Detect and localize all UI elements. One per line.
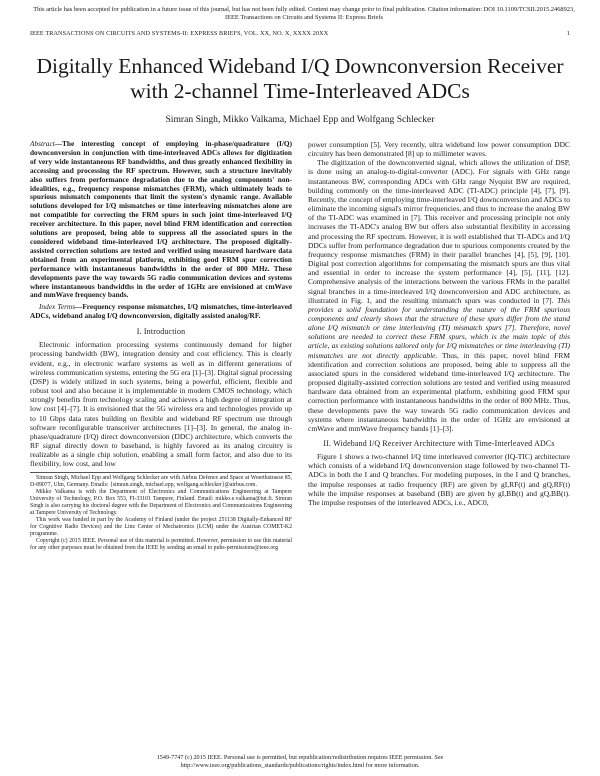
copyright-line: 1549-7747 (c) 2015 IEEE. Personal use is permitted, but republication/redistribution requires IEEE permission. See <box>156 754 444 761</box>
copyright-footer <box>30 754 570 769</box>
architecture-paragraph: Figure 1 shows a two-channel I/Q time interleaved converter (IQ-TIC) architecture which consists of a wideband I/Q downconversion stage followed by two-channel TI-ADCs in both the I and Q branches. For modeling purposes, in the I and Q branches, the impulse responses at radio frequency (RF) are given by gI,RF(t) and gQ,RF(t) while the impulse responses at baseband (BB) are given by gI,BB(t) and gQ,BB(t). The impulse responses of the interleaved ADCs, i.e., ADC0, <box>308 452 570 507</box>
left-column <box>30 140 292 552</box>
digitization-text: The digitization of the downconverted signal, which allows the utilization of DSP, is done using an analog-to-digital-converter (ADC). For signals with GHz range instantaneous BW, corresponding ADCs with GHz range Nyquist BW are required, building commonly on the time-interleaved ADC (TI-ADC) principle [4], [7], [9]. Recently, the concept of employing time-interleaved I/Q downconversion and ADCs to eliminate the incoming signal's mirror frequencies, and thus to increase the analog BW of the TI-ADC was examined in [7]. This receiver and processing principle not only increases the TI-ADC's analog BW but offers also substantial flexibility in accessing and processing the RF spectrum. However, it is well established that TI-ADCs and I/Q DDCs suffer from performance degradation due to spurious components created by the frequency response mismatches (FRM) in their parallel branches [4], [5], [9], [10]. Digital post correction algorithms for compensating the mismatch spurs are thus vital and essential in order to increase the system performance [4], [5], [11], [12]. Comprehensive analysis of the interactions between the various FRMs in the parallel signal branches in a time-interleaved I/Q downconversion and ADC architecture, as illustrated in Fig. 1, and the resulting mismatch spurs was conducted in [7]. <box>308 158 570 305</box>
publication-notice: This article has been accepted for publication in a future issue of this journal, but has not been fully edited. Content may change prior to final publication. Citation information: DOI 10.1109/TCSII.2015.2468923, IEEE Transactions on Circuits and Systems II: Express Briefs <box>33 6 575 21</box>
footnote-affiliation-airbus: Simran Singh, Michael Epp and Wolfgang Schlecker are with Airbus Defence and Space at Woerthstrasse 85, D-89077, Ulm, Germany. Emails: {simran.singh, michael.epp, wolfgang.schlecker}@airbus.com. <box>30 475 292 489</box>
index-terms-label: Index Terms <box>39 302 76 312</box>
page-number: 1 <box>566 30 570 37</box>
right-column <box>308 140 570 507</box>
footnote-funding: This work was funded in part by the Academy of Finland (under the project 251138 Digitally-Enhanced RF for Cognitive Radio Devices) and the Linz Center of Mechatronics (LCM) under the Austrian COMET-K2 programme. <box>30 517 292 538</box>
section-heading-introduction: I. Introduction <box>136 327 186 337</box>
author-list: Simran Singh, Mikko Valkama, Michael Epp and Wolfgang Schlecker <box>165 114 435 125</box>
footnote-affiliation-tut: Mikko Valkama is with the Department of Electronics and Communications Engineering at Tampere University of Technology, P.O. Box 553, FI-33101 Tampere, Finland. Email: mikko.e.valkama@tut.fi. Simran Singh is also carrying his doctoral degree with the Department of Electronics and Communications Engineering at Tampere University of Technology. <box>30 489 292 517</box>
abstract-text: —The interesting concept of employing in-phase/quadrature (I/Q) downconversion in conjunction with time-interleaved ADCs allows for digitization of very wide instantaneous RF bandwidths, and thus greatly enhanced flexibility in accessing and processing the RF spectrum. However, such a structure inevitably also suffers from performance degradation due to the analog components' non-idealities, e.g., frequency response mismatches (FRM), which ultimately leads to spurious mismatch components that limit the system's dynamic range. Available solutions developed for I/Q mismatches or time interleaving mismatches alone are not compatible for correcting the FRM spurs in such joint time-interleaved I/Q receiver architecture. In this paper, novel blind FRM identification and correction solutions are proposed, being able to suppress all the associated spurs in the considered wideband time-interleaved I/Q architecture. The proposed digitally-assisted correction solutions are tested and verified using measured hardware data obtained from an experimental platform, exhibiting good FRM spur correction performance with instantaneous bandwidths in the order of 800 MHz. These developments pave the way towards 5G radio communication devices and systems where instantaneous bandwidths in the order of 1GHz are envisioned at cmWave and mmWave frequency bands. <box>30 139 292 300</box>
intro-paragraph-digitization <box>308 158 570 433</box>
intro-paragraph: Electronic information processing systems continuously demand for higher processing bandwidth (BW), integration density and cost efficiency. This is clearly evident, e.g., in electronic warfare systems as well as in different generations of wireless communication systems, entering the 5G era [1]–[3]. Digital signal processing (DSP) is widely utilized in such systems, being a powerful, efficient, flexible and robust tool and also because it is implementable in modern CMOS technology, which strongly benefits from technology scaling and achieves a high degree of integration at low cost [4]–[7]. It is envisioned that the 5G wireless era and technologies provide up to 10 Gbps data rates building on flexible and wideband RF spectrum use through software reconfigurable transceiver architectures [1]–[3]. In general, the analog in-phase/quadrature (I/Q) direct downconversion (DDC) architecture, which converts the RF signal directly down to baseband, is highly favored as its analog circuitry is realizable as a single chip solution, enabling a small form factor, and also due to its flexibility, low cost, and low <box>30 340 292 469</box>
running-head <box>30 30 570 37</box>
abstract <box>30 140 292 300</box>
journal-header: IEEE TRANSACTIONS ON CIRCUITS AND SYSTEMS-II: EXPRESS BRIEFS, VOL. XX, NO. X, XXXX 20XX <box>30 30 329 37</box>
footnotes <box>30 472 292 552</box>
intro-paragraph-continued: power consumption [5]. Very recently, ultra wideband low power consumption DDC circuitry has been demonstrated [8] up to millimeter waves. <box>308 140 570 159</box>
emphasis-text: This provides a solid foundation for understanding the nature of the FRM spurious components and clearly shows that the structure of these spurs differ from the stand alone I/Q mismatch or time interleaving (TI) mismatch spurs [7]. Therefore, novel solutions are needed to correct these FRM spurs, which is the main topic of this article, as existing solutions tailored only for I/Q mismatches or time interleaving (TI) mismatches are not directly applicable. <box>308 295 570 360</box>
section-heading-architecture: II. Wideband I/Q Receiver Architecture with Time-Interleaved ADCs <box>323 439 555 448</box>
abstract-label: Abstract <box>30 139 55 148</box>
paper-title: Digitally Enhanced Wideband I/Q Downconversion Receiver with 2-channel Time-Interleaved ADCs <box>36 54 564 103</box>
index-terms <box>30 303 292 321</box>
rights-link[interactable]: http://www.ieee.org/publications_standards/publications/rights/index.html for more information. <box>180 761 420 769</box>
contribution-text: Thus, in this paper, novel blind FRM identification and correction solutions are proposed, being able to suppress all the associated spurs in the considered wideband time-interleaved I/Q architecture. The proposed digitally-assisted correction solutions are tested and verified using measured hardware data obtained from an experimental platform, exhibiting good FRM spur correction performance with instantaneous bandwidths in the order of 800 MHz. Thus, these developments pave the way towards 5G radio communication devices and systems where instantaneous bandwidths in the order of 1GHz are envisioned at cmWave and mmWave frequency bands [1]–[3]. <box>308 350 570 433</box>
index-terms-text: —Frequency response mismatches, I/Q mismatches, time-interleaved ADCs, wideband analog I/Q downconversion, digitally assisted analog/RF. <box>30 302 292 321</box>
footnote-copyright: Copyright (c) 2015 IEEE. Personal use of this material is permitted. However, permission to use this material for any other purposes must be obtained from the IEEE by sending an email to pubs-permissions@ieee.org <box>30 538 292 552</box>
